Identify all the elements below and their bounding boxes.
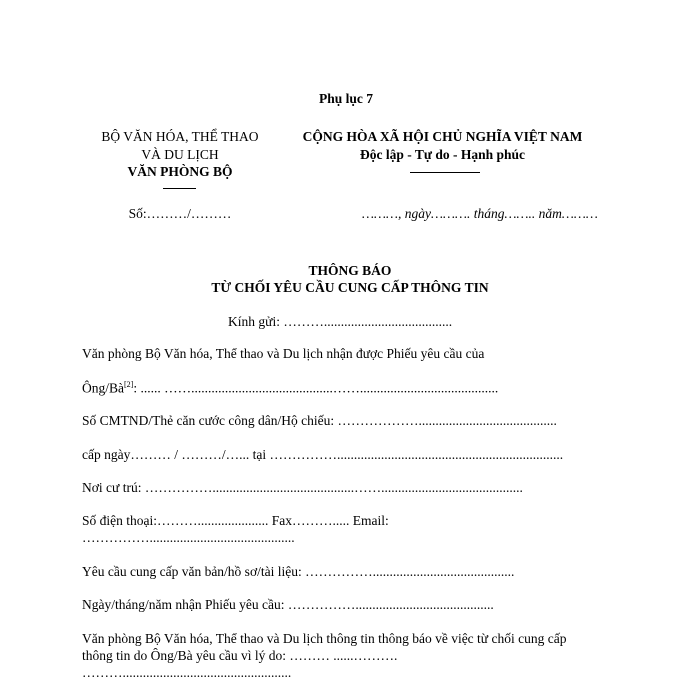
person-line [82, 380, 498, 397]
appendix-label: Phụ lục 7 [319, 91, 374, 106]
refusal-line-continued: ……….................................................. [82, 665, 292, 680]
phone-line-continued: ……………........................................... [82, 530, 295, 545]
person-label: Ông/Bà [82, 380, 124, 396]
motto-underline [410, 172, 480, 173]
id-line: Số CMTND/Thẻ căn cước công dân/Hộ chiếu: ………………......................................... [82, 413, 557, 428]
document-number: Số:………/……… [128, 206, 232, 221]
title-line-1: THÔNG BÁO [308, 263, 392, 278]
phone-line: Số điện thoại:………..................... Fax………..... Email: [82, 513, 389, 528]
agency-line-1: BỘ VĂN HÓA, THỂ THAO [101, 129, 259, 144]
greeting: Kính gửi: ………...................................... [228, 314, 453, 329]
residence-line: Nơi cư trú: ……………..........................................…….......................................... [82, 480, 523, 495]
footnote-ref: [2] [124, 380, 134, 389]
agency-line-2: VÀ DU LỊCH [141, 147, 219, 162]
agency-underline [163, 188, 196, 189]
place-date: ………, ngày………. tháng…….. năm……… [362, 206, 598, 221]
received-date-line: Ngày/tháng/năm nhận Phiếu yêu cầu: ……………......................................... [82, 597, 494, 612]
refusal-line-2: thông tin do Ông/Bà yêu cầu vì lý do: ……… ......………. [82, 648, 398, 663]
issue-line: cấp ngày……… / ………/…... tại ……………................................................................... [82, 447, 564, 462]
document-request-line: Yêu cầu cung cấp văn bản/hồ sơ/tài liệu: …………….......................................... [82, 564, 515, 579]
title-line-2: TỪ CHỐI YÊU CẦU CUNG CẤP THÔNG TIN [211, 280, 489, 295]
refusal-line-1: Văn phòng Bộ Văn hóa, Thể thao và Du lịch thông tin thông báo về việc từ chối cung cấp [82, 631, 567, 646]
republic-name: CỘNG HÒA XÃ HỘI CHỦ NGHĨA VIỆT NAM [302, 129, 583, 144]
person-fill: : ...... ……..........................................……......................................... [133, 380, 499, 396]
republic-motto: Độc lập - Tự do - Hạnh phúc [359, 147, 526, 162]
agency-line-3: VĂN PHÒNG BỘ [127, 164, 233, 179]
intro-text: Văn phòng Bộ Văn hóa, Thể thao và Du lịch nhận được Phiếu yêu cầu của [82, 346, 485, 361]
